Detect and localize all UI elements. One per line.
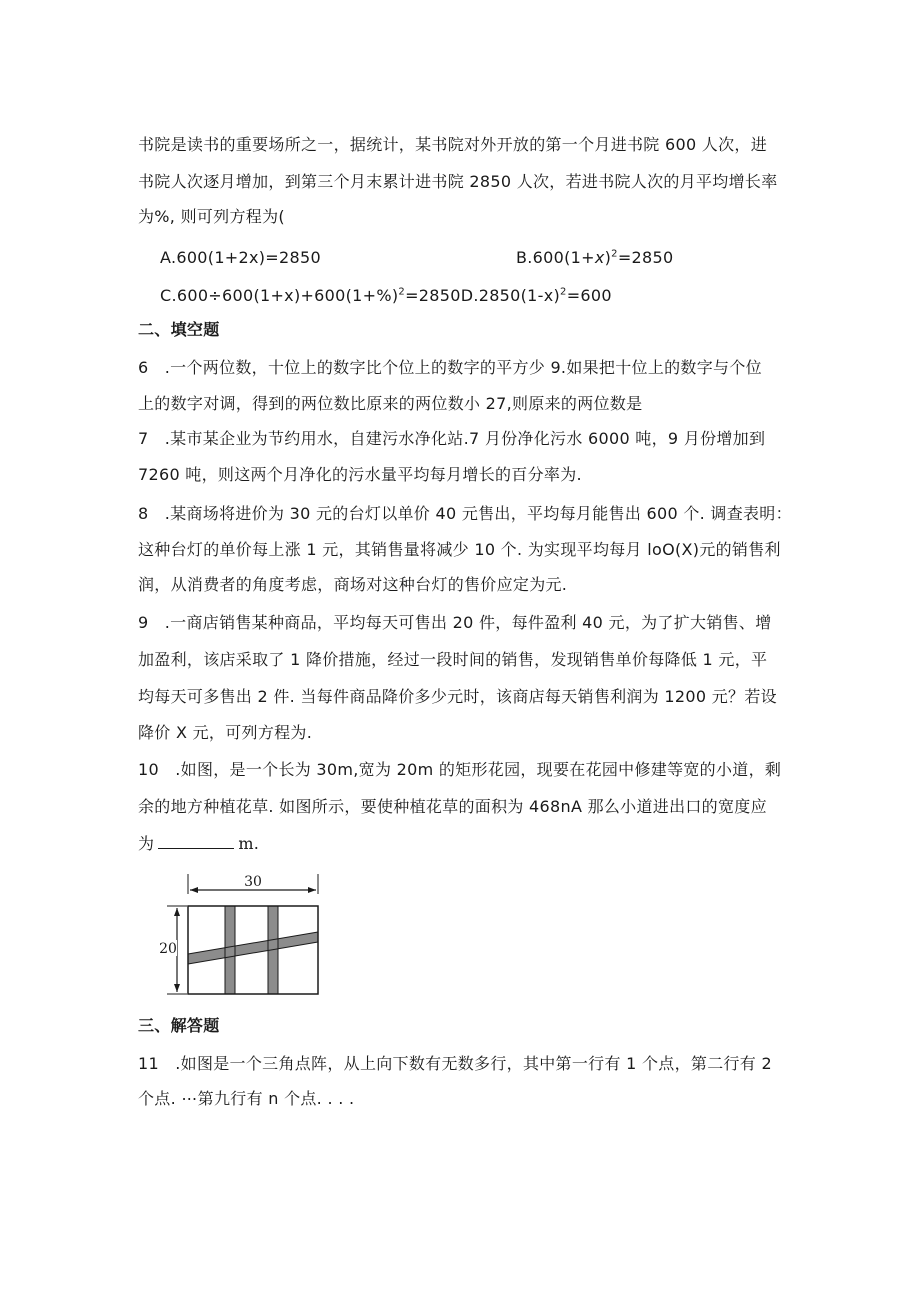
- q9-text-line-1: 9 .一商店销售某种商品，平均每天可售出 20 件，每件盈利 40 元，为了扩大销售、增: [138, 613, 772, 632]
- q11-text-line-1: 11 .如图是一个三角点阵，从上向下数有无数多行，其中第一行有 1 个点，第二行有 2: [138, 1054, 772, 1073]
- q5-option-b-post: =2850: [617, 248, 674, 267]
- q7-text-line-1: 7 .某市某企业为节约用水，自建污水净化站.7 月份净化污水 6000 吨，9 月份增加到: [138, 429, 766, 448]
- section-answer-title: 三、解答题: [138, 1016, 220, 1035]
- q5-text-line-1: 书院是读书的重要场所之一，据统计，某书院对外开放的第一个月进书院 600 人次，进: [138, 135, 768, 154]
- height-arrow-bottom: [174, 984, 180, 992]
- q5-option-cd-part3: =600: [566, 286, 612, 305]
- q8-text-line-2: 这种台灯的单价每上涨 1 元，其销售量将减少 10 个. 为实现平均每月 loO(X)元的销售利: [138, 540, 781, 559]
- q11-text-line-2: 个点. ⋯第九行有 n 个点. . . .: [138, 1089, 355, 1108]
- q5-option-b-sup: 2: [611, 248, 618, 260]
- q7-text-line-2: 7260 吨，则这两个月净化的污水量平均每月增长的百分率为.: [138, 465, 582, 484]
- slanted-road: [188, 932, 318, 964]
- q8-text-line-3: 润，从消费者的角度考虑，商场对这种台灯的售价应定为元.: [138, 575, 568, 594]
- q5-option-cd-sup1: 2: [398, 286, 406, 298]
- q5-text-line-2: 书院人次逐月增加，到第三个月末累计进书院 2850 人次，若进书院人次的月平均增长率: [138, 172, 778, 191]
- height-arrow-top: [174, 908, 180, 916]
- q5-option-a: A.600(1+2x)=2850: [160, 248, 321, 267]
- q10-line3-prefix: 为: [138, 834, 155, 853]
- q10-unit: m.: [238, 834, 260, 853]
- q5-option-b-pre: B.600(1+: [516, 248, 595, 267]
- q9-text-line-4: 降价 X 元，可列方程为.: [138, 723, 313, 742]
- q5-option-cd-part1: C.600÷600(1+x)+600(1+%): [160, 286, 399, 305]
- width-arrow-right: [308, 887, 316, 893]
- garden-diagram: [155, 870, 330, 1000]
- q5-text-line-3: 为%, 则可列方程为(: [138, 207, 285, 226]
- width-arrow-left: [190, 887, 198, 893]
- q9-text-line-3: 均每天可多售出 2 件. 当每件商品降价多少元时，该商店每天销售利润为 1200 元？若设: [138, 687, 777, 706]
- q5-option-cd-sup2: 2: [560, 286, 567, 298]
- height-label: 20: [159, 941, 177, 957]
- q6-text-line-2: 上的数字对调，得到的两位数比原来的两位数小 27,则原来的两位数是: [138, 394, 643, 413]
- q10-text-line-2: 余的地方种植花草. 如图所示，要使种植花草的面积为 468nA 那么小道进出口的宽度应: [138, 797, 767, 816]
- width-label: 30: [244, 874, 262, 890]
- q10-text-line-1: 10 .如图，是一个长为 30m,宽为 20m 的矩形花园，现要在花园中修建等宽的小道，剩: [138, 760, 782, 779]
- q8-text-line-1: 8 .某商场将进价为 30 元的台灯以单价 40 元售出，平均每月能售出 600 个. 调查表明：: [138, 504, 792, 523]
- q9-text-line-2: 加盈利，该店采取了 1 降价措施，经过一段时间的销售，发现销售单价每降低 1 元，平: [138, 650, 768, 669]
- q5-option-b: $B.600(1+x)^2=2850$: [516, 248, 674, 267]
- q6-text-line-1: 6 .一个两位数，十位上的数字比个位上的数字的平方少 9.如果把十位上的数字与个位: [138, 358, 762, 377]
- q5-option-b-var: x: [594, 248, 605, 267]
- q10-text-line-3: [138, 834, 259, 854]
- q10-answer-blank[interactable]: [158, 834, 234, 849]
- q5-option-cd-part2: =2850D.2850(1-x): [405, 286, 561, 305]
- section-fill-in-title: 二、填空题: [138, 320, 220, 339]
- q5-option-cd: [160, 286, 612, 306]
